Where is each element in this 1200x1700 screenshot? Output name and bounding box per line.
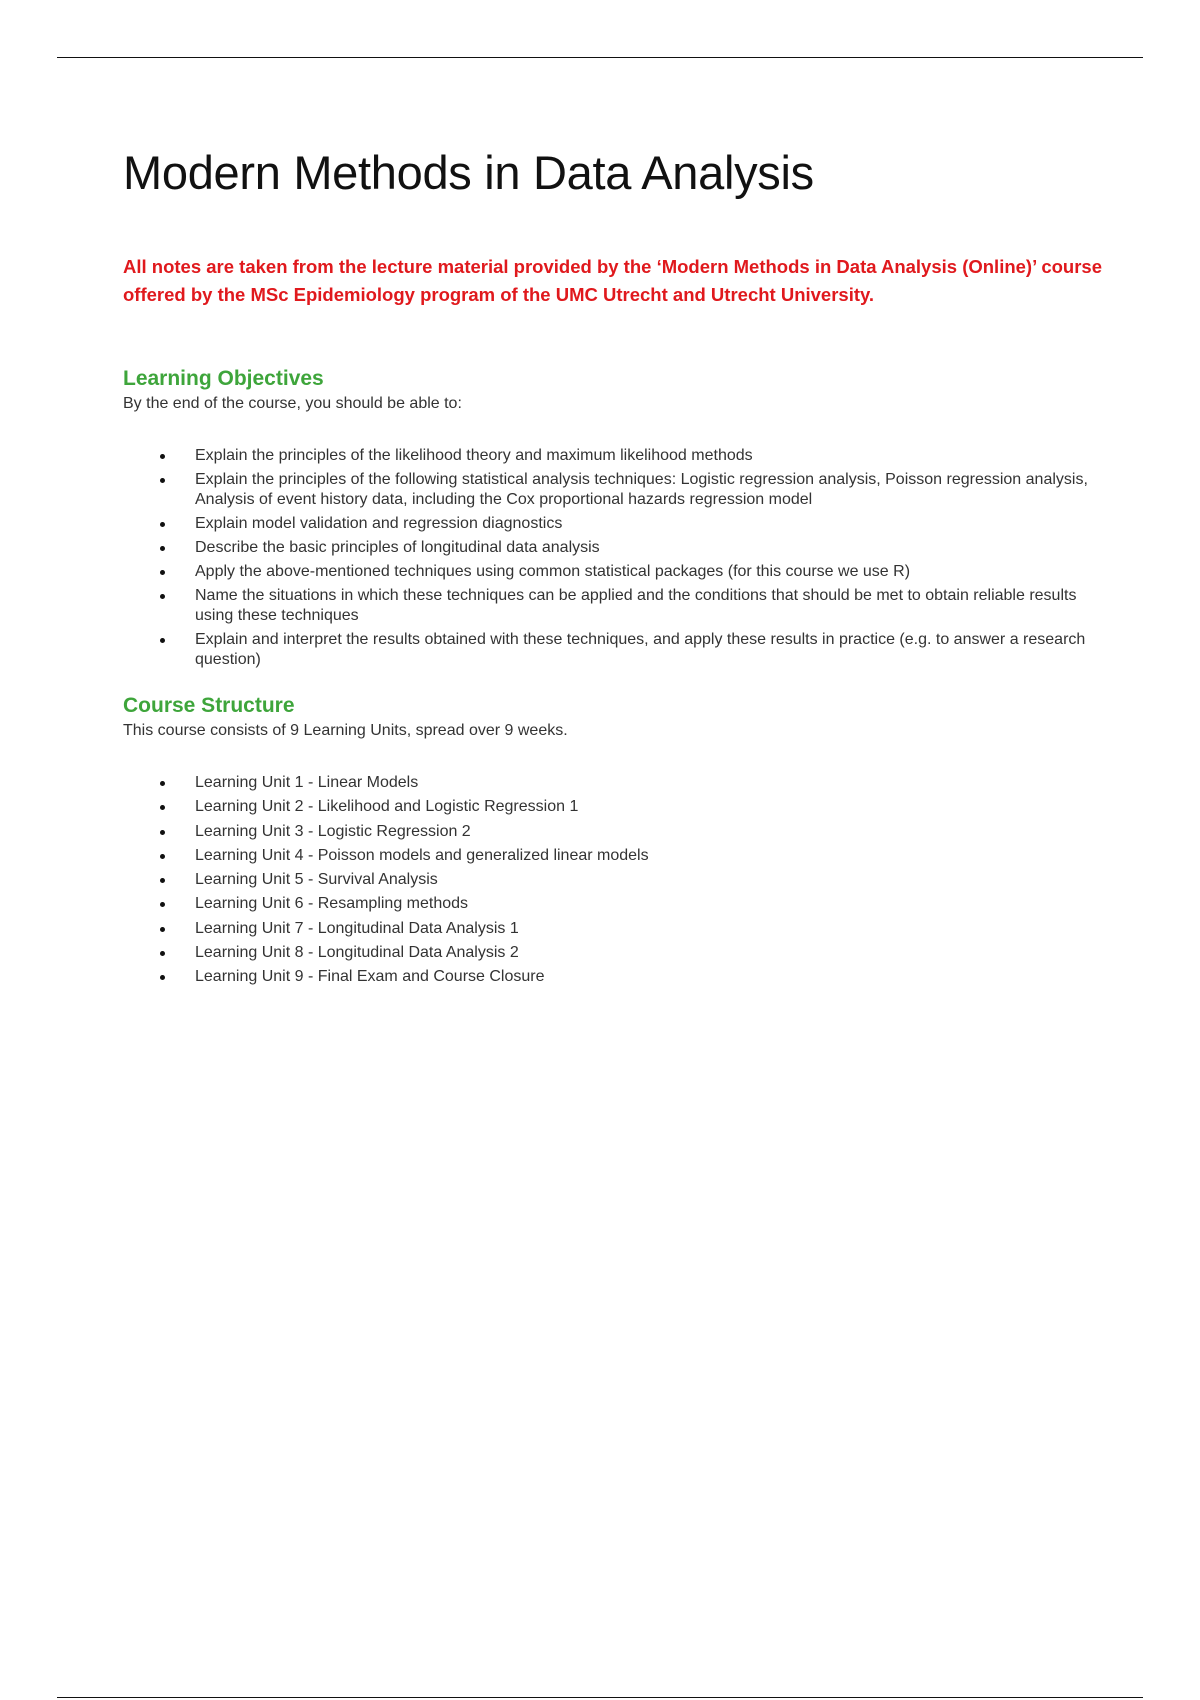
learning-units-list — [123, 773, 1103, 987]
bullet-icon — [160, 951, 165, 956]
list-item — [123, 446, 1103, 466]
list-item — [123, 773, 1103, 793]
bullet-icon — [160, 594, 165, 599]
objective-text: Explain the principles of the likelihood theory and maximum likelihood methods — [195, 447, 753, 464]
unit-text: Learning Unit 2 - Likelihood and Logistic Regression 1 — [195, 798, 579, 816]
unit-text: Learning Unit 9 - Final Exam and Course Closure — [195, 968, 545, 986]
bullet-icon — [160, 805, 165, 810]
list-item — [123, 943, 1103, 963]
page-title: Modern Methods in Data Analysis — [123, 146, 814, 199]
unit-text: Learning Unit 7 - Longitudinal Data Analysis 1 — [195, 919, 519, 937]
objective-text: Apply the above-mentioned techniques using common statistical packages (for this course we use R) — [195, 563, 911, 580]
list-item — [123, 967, 1103, 987]
unit-text: Learning Unit 3 - Logistic Regression 2 — [195, 822, 471, 840]
course-structure-intro: This course consists of 9 Learning Units, spread over 9 weeks. — [123, 722, 568, 739]
unit-text: Learning Unit 6 - Resampling methods — [195, 895, 469, 913]
learning-objectives-intro: By the end of the course, you should be able to: — [123, 395, 462, 412]
unit-text: Learning Unit 1 - Linear Models — [195, 774, 419, 791]
bullet-icon — [160, 454, 165, 459]
course-structure-heading: Course Structure — [123, 694, 295, 717]
source-disclaimer: All notes are taken from the lecture material provided by the ‘Modern Methods in Data Analysis (Online)’ course offered by the MSc Epidemiology program of the UMC Utrecht and Utrecht University. — [123, 256, 1103, 305]
bullet-icon — [160, 830, 165, 835]
objective-text: Explain the principles of the following statistical analysis techniques: Logistic regression analysis, Poisson regression analysis, Analysis of event history data, including the Cox proportional hazards regression model — [195, 471, 1088, 508]
footer-rule — [57, 1697, 1143, 1698]
bullet-icon — [160, 781, 165, 786]
list-item — [123, 919, 1103, 939]
list-item — [123, 538, 1103, 558]
list-item — [123, 470, 1103, 510]
list-item — [123, 562, 1103, 582]
unit-text: Learning Unit 5 - Survival Analysis — [195, 871, 438, 889]
objective-text: Explain and interpret the results obtained with these techniques, and apply these results in practice (e.g. to answer a research question) — [195, 631, 1086, 668]
list-item — [123, 797, 1103, 817]
bullet-icon — [160, 546, 165, 551]
bullet-icon — [160, 478, 165, 483]
bullet-icon — [160, 638, 165, 643]
learning-objectives-heading: Learning Objectives — [123, 367, 324, 390]
bullet-icon — [160, 902, 165, 907]
objective-text: Explain model validation and regression diagnostics — [195, 515, 563, 532]
bullet-icon — [160, 854, 165, 859]
list-item — [123, 822, 1103, 842]
objective-text: Describe the basic principles of longitudinal data analysis — [195, 539, 600, 556]
bullet-icon — [160, 878, 165, 883]
page-content — [123, 140, 1103, 992]
bullet-icon — [160, 927, 165, 932]
unit-text: Learning Unit 4 - Poisson models and generalized linear models — [195, 846, 649, 864]
header-rule — [57, 57, 1143, 58]
list-item — [123, 630, 1103, 670]
list-item — [123, 870, 1103, 890]
bullet-icon — [160, 975, 165, 980]
bullet-icon — [160, 570, 165, 575]
list-item — [123, 846, 1103, 866]
objective-text: Name the situations in which these techniques can be applied and the conditions that should be met to obtain reliable results using these techniques — [195, 587, 1077, 624]
learning-objectives-list — [123, 446, 1103, 670]
list-item — [123, 894, 1103, 914]
list-item — [123, 514, 1103, 534]
list-item — [123, 586, 1103, 626]
unit-text: Learning Unit 8 - Longitudinal Data Analysis 2 — [195, 944, 519, 962]
bullet-icon — [160, 522, 165, 527]
